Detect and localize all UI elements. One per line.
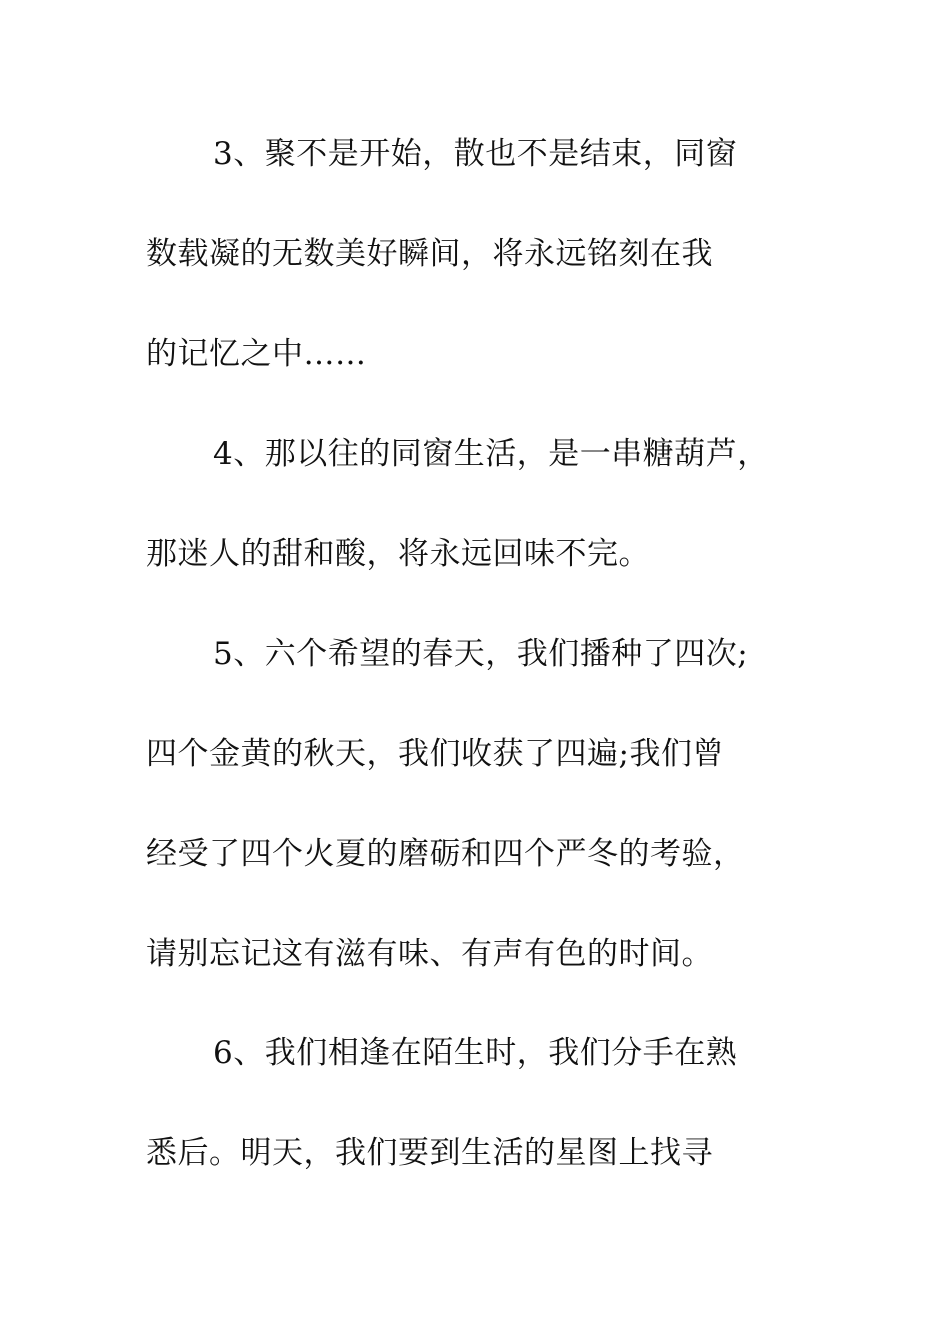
paragraph-3-line-3: 的记忆之中…… (146, 336, 367, 372)
paragraph-6-line-2: 悉后。明天，我们要到生活的星图上找寻 (146, 1135, 713, 1171)
paragraph-6-line-1: 6、我们相逢在陌生时，我们分手在熟 (213, 1035, 738, 1071)
paragraph-5-line-4: 请别忘记这有滋有味、有声有色的时间。 (146, 936, 713, 972)
paragraph-5-line-1: 5、六个希望的春天，我们播种了四次; (213, 636, 749, 672)
paragraph-5-line-3: 经受了四个火夏的磨砺和四个严冬的考验， (146, 836, 745, 872)
paragraph-3-line-1: 3、聚不是开始，散也不是结束，同窗 (213, 136, 738, 172)
paragraph-4-line-2: 那迷人的甜和酸，将永远回味不完。 (146, 536, 650, 572)
paragraph-4-line-1: 4、那以往的同窗生活，是一串糖葫芦， (213, 436, 769, 472)
paragraph-5-line-2: 四个金黄的秋天，我们收获了四遍;我们曾 (146, 736, 724, 772)
paragraph-3-line-2: 数载凝的无数美好瞬间，将永远铭刻在我 (146, 236, 713, 272)
